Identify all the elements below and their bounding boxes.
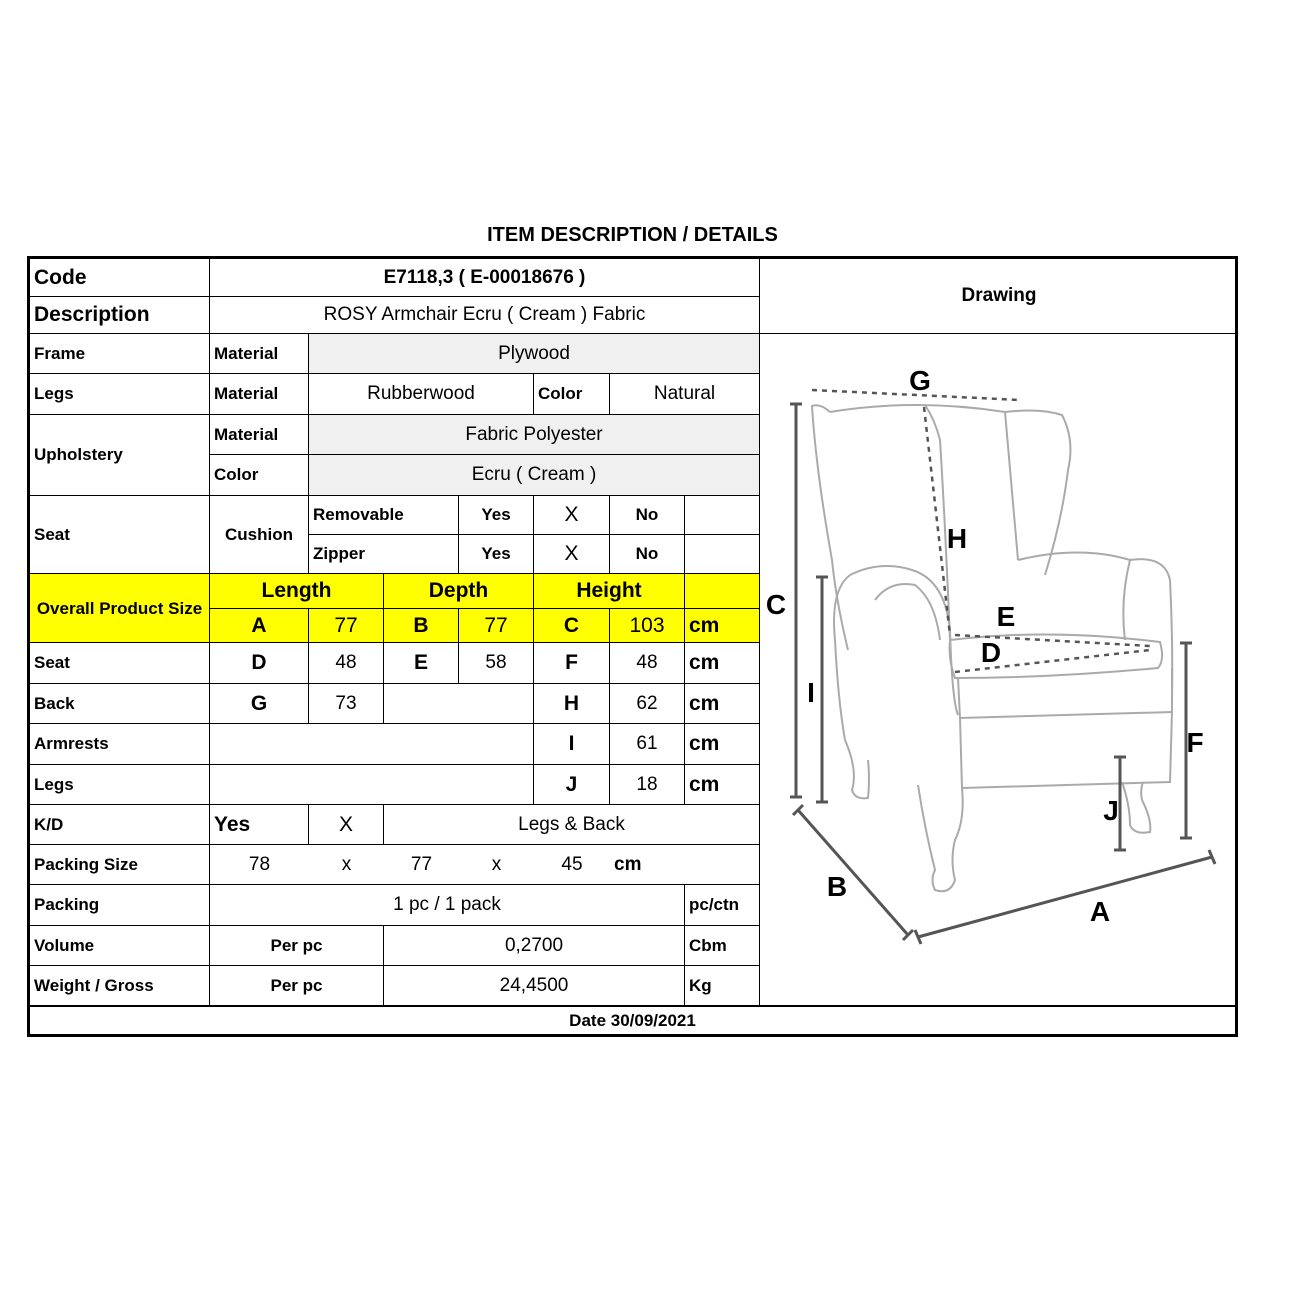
armchair-drawing [758, 330, 1228, 990]
drawing-header: Drawing [760, 259, 1238, 334]
seat-cushion-label: Seat [30, 496, 210, 574]
label-b: B [826, 871, 848, 902]
seat-f-letter: F [534, 643, 610, 684]
label-e: E [996, 601, 1016, 632]
weight-label: Weight / Gross [30, 966, 210, 1006]
depth-header: Depth [384, 574, 534, 609]
zipper-no-box [685, 535, 760, 574]
back-unit: cm [685, 684, 760, 724]
code-value: E7118,3 ( E-00018676 ) [210, 259, 760, 297]
packing-size-unit: cm [610, 845, 760, 885]
packing-size-label: Packing Size [30, 845, 210, 885]
armrests-i-letter: I [534, 724, 610, 765]
removable-mark: X [534, 496, 610, 535]
seat-label: Seat [30, 643, 210, 684]
upholstery-material-label: Material [210, 415, 309, 455]
label-c: C [765, 589, 787, 620]
back-h-value: 62 [610, 684, 685, 724]
volume-unit: Cbm [685, 926, 760, 966]
removable-no-box [685, 496, 760, 535]
packing-length: 78 [210, 845, 309, 885]
legs-size-label: Legs [30, 765, 210, 805]
packing-x1: x [309, 845, 384, 885]
packing-x2: x [459, 845, 534, 885]
description-label: Description [30, 297, 210, 334]
seat-unit: cm [685, 643, 760, 684]
legs-color-label: Color [534, 374, 610, 415]
overall-unit: cm [685, 609, 760, 643]
seat-d-value: 48 [309, 643, 384, 684]
zipper-no: No [610, 535, 685, 574]
removable-label: Removable [309, 496, 459, 535]
code-label: Code [30, 259, 210, 297]
legs-label: Legs [30, 374, 210, 415]
label-d: D [980, 637, 1002, 668]
seat-d-letter: D [210, 643, 309, 684]
legs-j-value: 18 [610, 765, 685, 805]
frame-material-label: Material [210, 334, 309, 374]
back-label: Back [30, 684, 210, 724]
description-value: ROSY Armchair Ecru ( Cream ) Fabric [210, 297, 760, 334]
packing-unit: pc/ctn [685, 885, 760, 926]
armrests-blank-cell [210, 724, 534, 765]
date: Date 30/09/2021 [30, 1006, 1235, 1034]
upholstery-color-label: Color [210, 455, 309, 496]
cushion-label: Cushion [210, 496, 309, 574]
length-header: Length [210, 574, 384, 609]
back-g-value: 73 [309, 684, 384, 724]
overall-a-value: 77 [309, 609, 384, 643]
zipper-yes: Yes [459, 535, 534, 574]
kd-mark: X [309, 805, 384, 845]
label-g: G [909, 365, 931, 396]
legs-j-letter: J [534, 765, 610, 805]
weight-per: Per pc [210, 966, 384, 1006]
label-a: A [1089, 896, 1111, 927]
upholstery-color: Ecru ( Cream ) [309, 455, 760, 496]
overall-a-letter: A [210, 609, 309, 643]
weight-unit: Kg [685, 966, 760, 1006]
back-g-letter: G [210, 684, 309, 724]
label-i: I [807, 677, 815, 708]
seat-f-value: 48 [610, 643, 685, 684]
volume-per: Per pc [210, 926, 384, 966]
upholstery-material: Fabric Polyester [309, 415, 760, 455]
legs-blank-cell [210, 765, 534, 805]
dashed-dimensions [812, 390, 1150, 672]
zipper-label: Zipper [309, 535, 459, 574]
legs-material: Rubberwood [309, 374, 534, 415]
removable-no: No [610, 496, 685, 535]
zipper-mark: X [534, 535, 610, 574]
armrests-label: Armrests [30, 724, 210, 765]
legs-unit: cm [685, 765, 760, 805]
overall-b-value: 77 [459, 609, 534, 643]
legs-color: Natural [610, 374, 760, 415]
overall-c-letter: C [534, 609, 610, 643]
overall-c-value: 103 [610, 609, 685, 643]
armrests-unit: cm [685, 724, 760, 765]
kd-yes: Yes [210, 805, 309, 845]
seat-e-letter: E [384, 643, 459, 684]
armrests-i-value: 61 [610, 724, 685, 765]
frame-label: Frame [30, 334, 210, 374]
volume-value: 0,2700 [384, 926, 685, 966]
overall-blank-cell [685, 574, 760, 609]
volume-label: Volume [30, 926, 210, 966]
packing-label: Packing [30, 885, 210, 926]
height-header: Height [534, 574, 685, 609]
seat-e-value: 58 [459, 643, 534, 684]
packing-width: 77 [384, 845, 459, 885]
kd-parts: Legs & Back [384, 805, 760, 845]
back-h-letter: H [534, 684, 610, 724]
legs-material-label: Material [210, 374, 309, 415]
removable-yes: Yes [459, 496, 534, 535]
packing-value: 1 pc / 1 pack [210, 885, 685, 926]
kd-label: K/D [30, 805, 210, 845]
label-f: F [1186, 727, 1204, 758]
label-j: J [1103, 795, 1119, 826]
upholstery-label: Upholstery [30, 415, 210, 496]
overall-size-label: Overall Product Size [30, 574, 210, 643]
weight-value: 24,4500 [384, 966, 685, 1006]
dimension-lines [790, 404, 1215, 944]
page-title: ITEM DESCRIPTION / DETAILS [487, 224, 778, 246]
overall-b-letter: B [384, 609, 459, 643]
frame-material: Plywood [309, 334, 760, 374]
packing-height: 45 [534, 845, 610, 885]
back-blank-cell [384, 684, 534, 724]
label-h: H [946, 523, 968, 554]
